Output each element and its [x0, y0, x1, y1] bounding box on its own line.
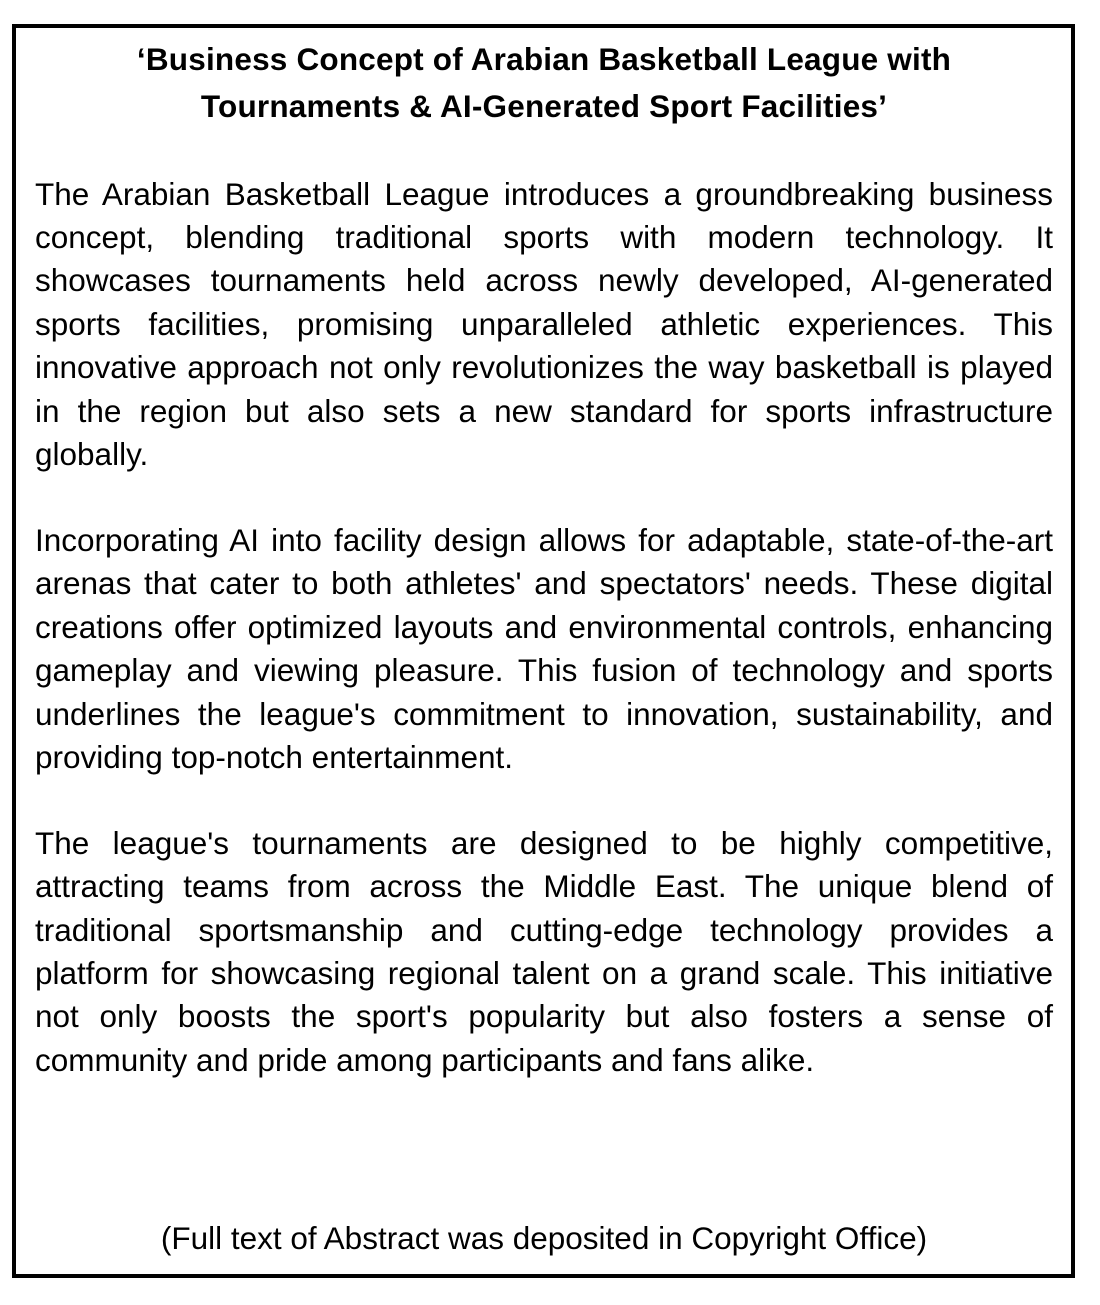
abstract-paragraph-2: Incorporating AI into facility design allows for adaptable, state-of-the-art arenas that cater to both athletes' and spectators' needs. These digital creations offer optimized layouts and environmental controls, enhancing gameplay and viewing pleasure. This fusion of technology and sports underlines the league's commitment to innovation, sustainability, and providing top-notch entertainment. — [35, 521, 1053, 776]
abstract-page — [12, 24, 1075, 1278]
abstract-paragraph-1: The Arabian Basketball League introduces a groundbreaking business concept, blending traditional sports with modern technology. It showcases tournaments held across newly developed, AI-generated sports facilities, promising unparalleled athletic experiences. This innovative approach not only revolutionizes the way basketball is played in the region but also sets a new standard for sports infrastructure globally. — [35, 175, 1053, 473]
document-title: ‘Business Concept of Arabian Basketball League with Tournaments & AI-Generated Sport Facilities’ — [136, 41, 952, 125]
copyright-deposit-note: (Full text of Abstract was deposited in Copyright Office) — [160, 1219, 928, 1256]
abstract-paragraph-3: The league's tournaments are designed to be highly competitive, attracting teams from across the Middle East. The unique blend of traditional sportsmanship and cutting-edge technology provides a platform for showcasing regional talent on a grand scale. This initiative not only boosts the sport's popularity but also fosters a sense of community and pride among participants and fans alike. — [35, 824, 1053, 1078]
